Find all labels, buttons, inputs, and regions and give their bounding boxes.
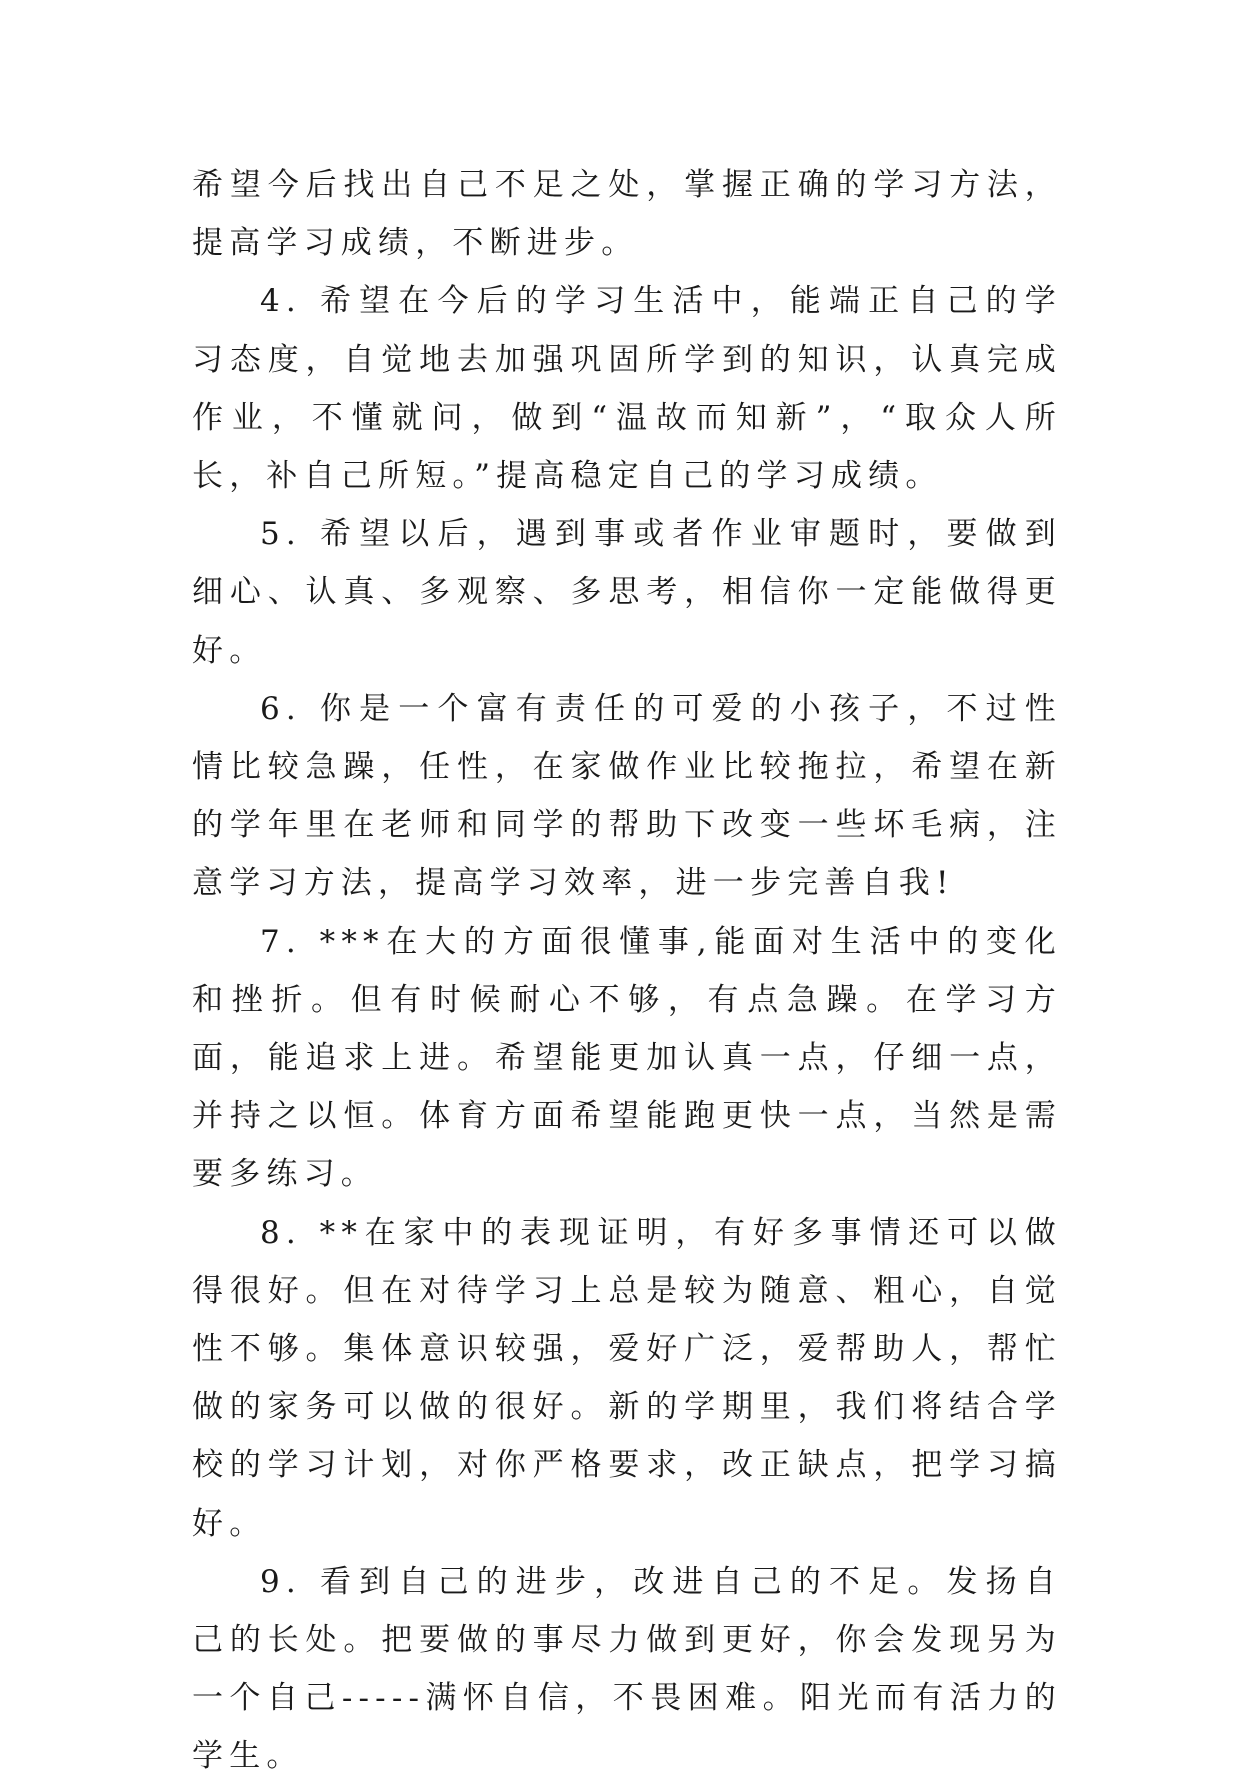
document-body (192, 156, 1062, 1786)
paragraph-item-7: 7. ***在大的方面很懂事,能面对生活中的变化和挫折。但有时候耐心不够，有点急躁。在学习方面，能追求上进。希望能更加认真一点，仔细一点，并持之以恒。体育方面希望能跑更快一点，当然是需要多练习。 (192, 923, 1062, 1193)
paragraph-item-5: 5. 希望以后，遇到事或者作业审题时，要做到细心、认真、多观察、多思考，相信你一定能做得更好。 (192, 516, 1062, 669)
paragraph-item-6: 6. 你是一个富有责任的可爱的小孩子，不过性情比较急躁，任性，在家做作业比较拖拉，希望在新的学年里在老师和同学的帮助下改变一些坏毛病，注意学习方法，提高学习效率，进一步完善自我! (192, 690, 1062, 902)
paragraph-item-9: 9. 看到自己的进步，改进自己的不足。发扬自己的长处。把要做的事尽力做到更好，你会发现另为一个自己-----满怀自信，不畏困难。阳光而有活力的学生。 (192, 1563, 1062, 1775)
paragraph-1: 希望今后找出自己不足之处，掌握正确的学习方法，提高学习成绩，不断进步。 (192, 167, 1062, 262)
paragraph-item-8: 8. **在家中的表现证明，有好多事情还可以做得很好。但在对待学习上总是较为随意、粗心，自觉性不够。集体意识较强，爱好广泛，爱帮助人，帮忙做的家务可以做的很好。新的学期里，我们将结合学校的学习计划，对你严格要求，改正缺点，把学习搞好。 (192, 1214, 1062, 1542)
paragraph-item-4: 4. 希望在今后的学习生活中，能端正自己的学习态度，自觉地去加强巩固所学到的知识，认真完成作业，不懂就问，做到“温故而知新”，“取众人所长，补自己所短。”提高稳定自己的学习成绩。 (192, 283, 1062, 495)
